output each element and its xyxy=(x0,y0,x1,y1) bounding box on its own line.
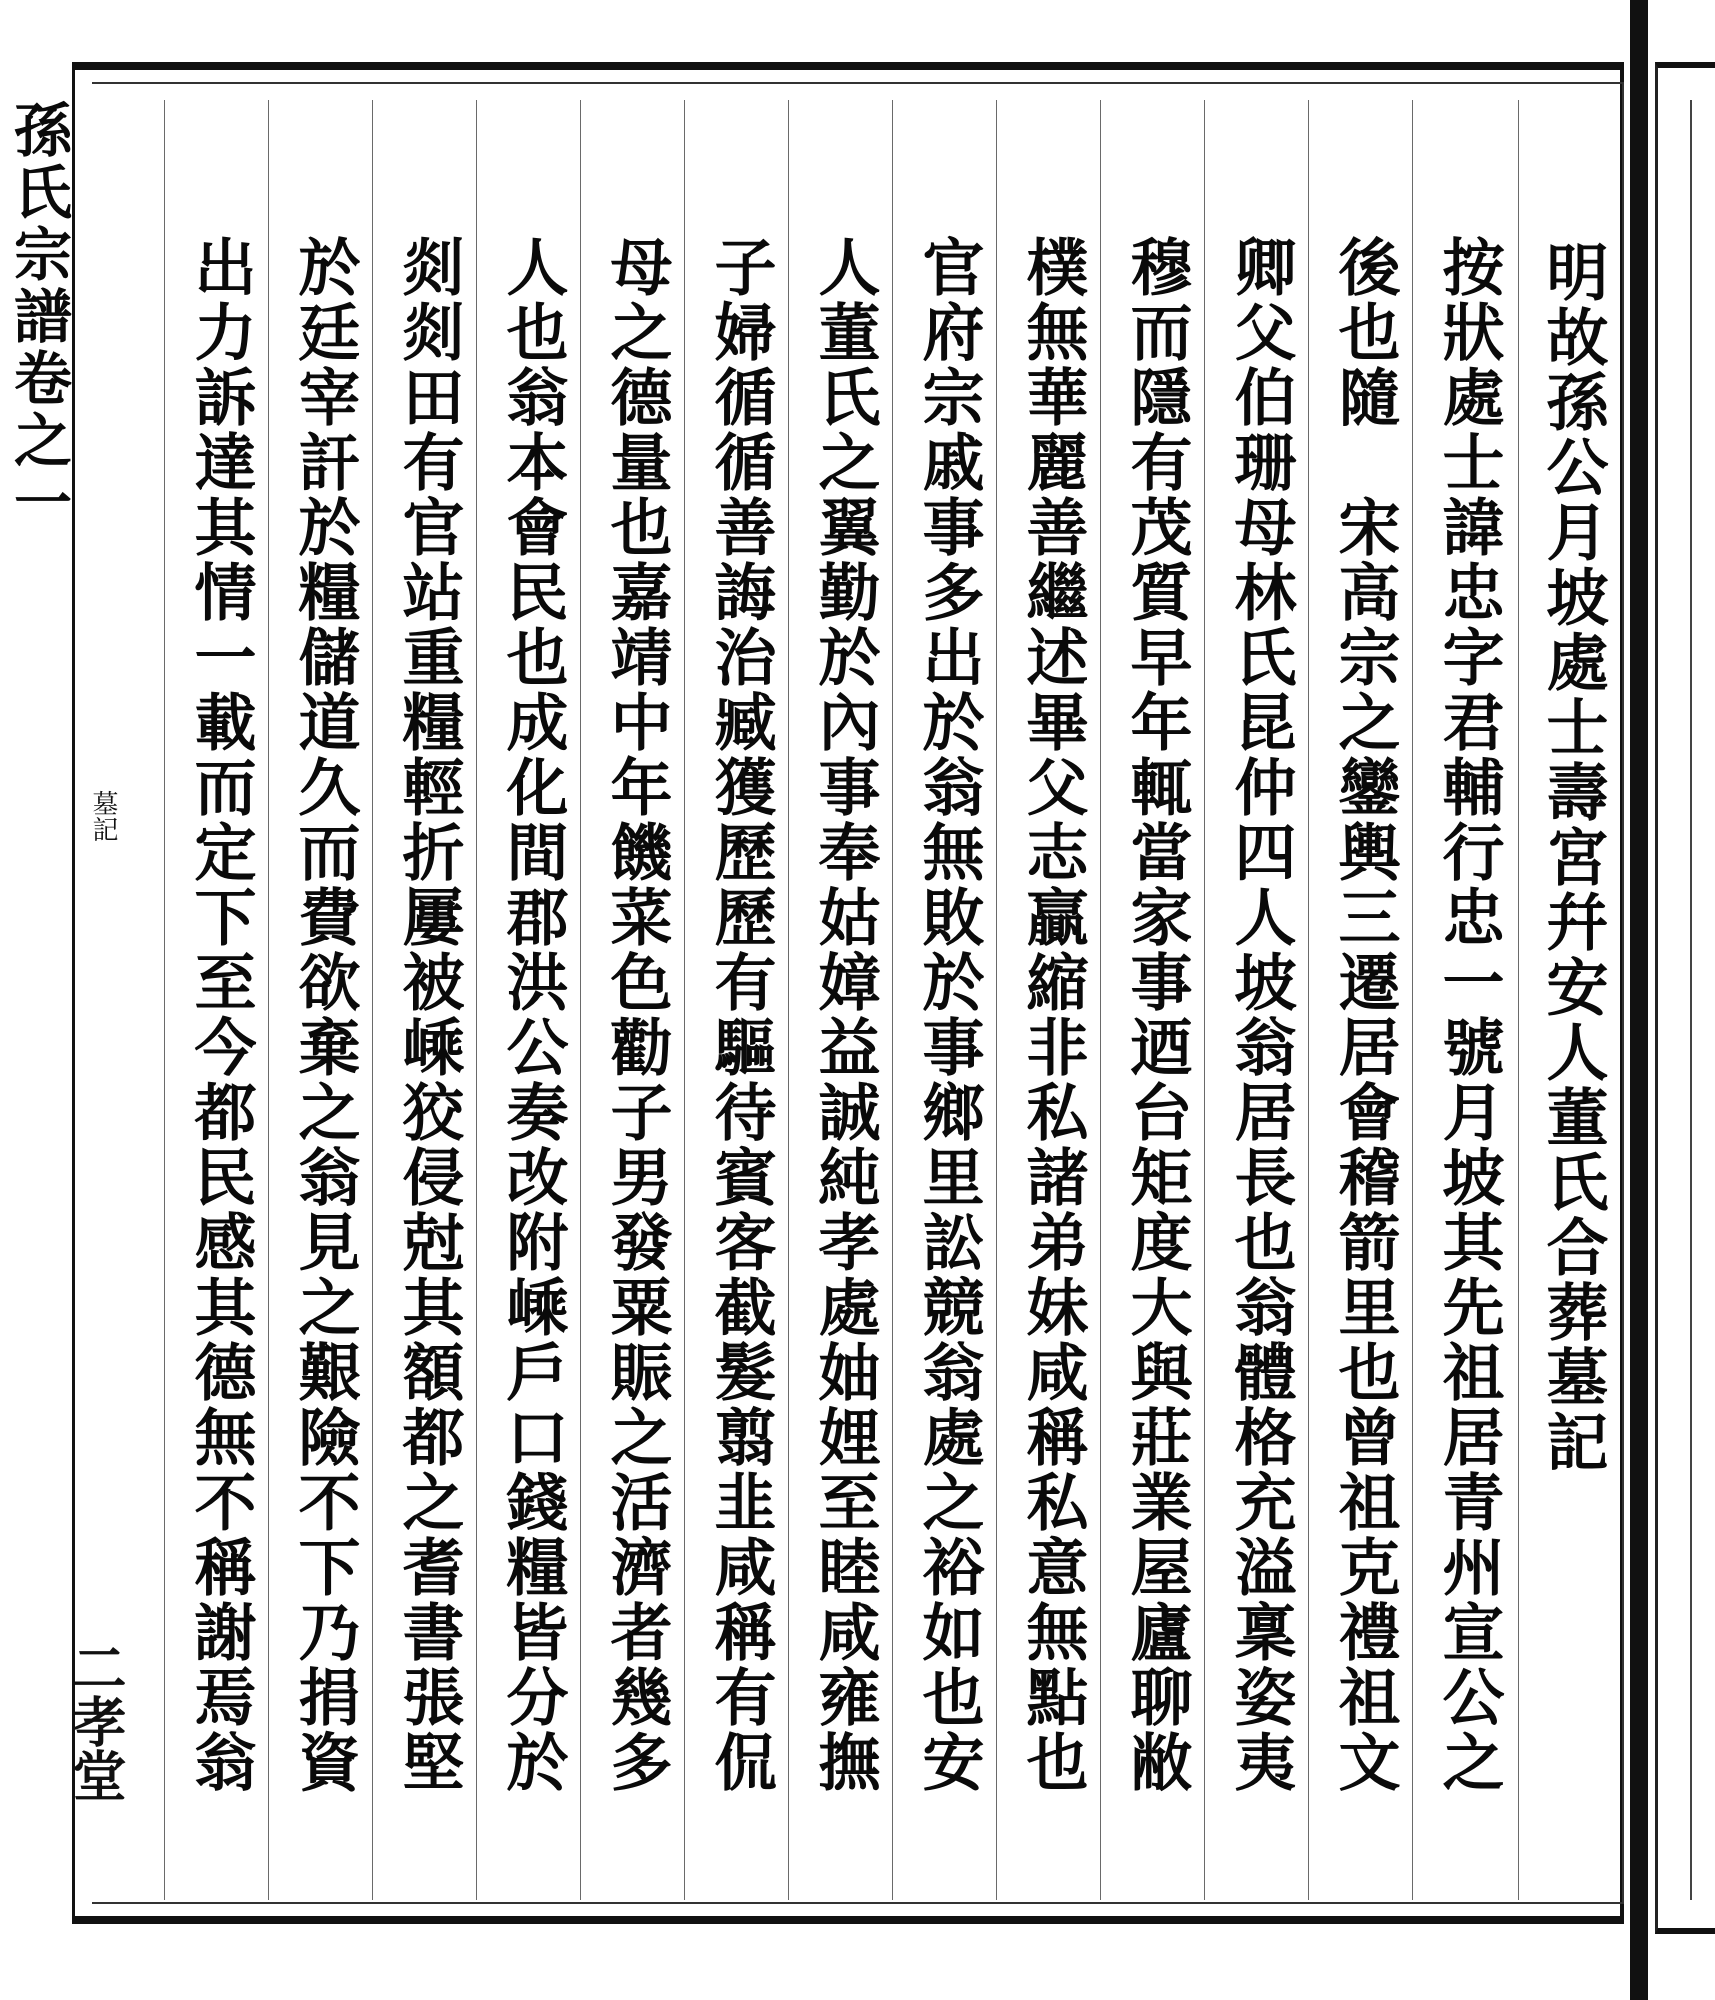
text-column-4: 穆而隱有茂質早年輒當家事迺台矩度大與莊業屋廬聊敝 xyxy=(1120,235,1193,1795)
margin-hall-name: 孝堂 xyxy=(64,1694,128,1802)
column-rule xyxy=(996,100,997,1900)
text-column-6: 官府宗戚事多出於翁無敗於事鄉里訟競翁處之裕如也安 xyxy=(912,235,985,1795)
adjacent-page-inner-rule xyxy=(1690,100,1715,1900)
text-column-13: 出力訴達其情一載而定下至今都民感其德無不稱謝焉翁 xyxy=(184,235,257,1795)
column-rule xyxy=(684,100,685,1900)
column-rule xyxy=(580,100,581,1900)
column-rule xyxy=(372,100,373,1900)
column-rule xyxy=(1308,100,1309,1900)
column-rule xyxy=(1100,100,1101,1900)
text-column-5: 樸無華麗善繼述畢父志贏縮非私諸弟妹咸稱私意無點也 xyxy=(1016,235,1089,1795)
text-column-11: 剡剡田有官站重糧輕折屢被嵊狡侵尅其額都之耆書張堅 xyxy=(392,235,465,1795)
article-title: 明故孫公月坡處士壽宮幷安人董氏合葬墓記 xyxy=(1536,240,1609,1475)
column-rule xyxy=(1204,100,1205,1900)
column-rule xyxy=(788,100,789,1900)
margin-page-number: 二 xyxy=(64,1640,128,1694)
column-rule xyxy=(1518,100,1519,1900)
text-column-2: 後也隨 宋高宗之鑾輿三遷居會稽箭里也曾祖克禮祖文 xyxy=(1328,235,1401,1795)
margin-book-title-text: 孫氏宗譜 xyxy=(4,100,72,348)
margin-volume: 卷之一 xyxy=(4,348,72,534)
margin-book-title xyxy=(4,100,72,534)
text-column-9: 母之德量也嘉靖中年饑菜色勸子男發粟賑之活濟者幾多 xyxy=(600,235,673,1795)
text-column-3: 卿父伯珊母林氏昆仲四人坡翁居長也翁體格充溢稟姿夷 xyxy=(1224,235,1297,1795)
column-rule xyxy=(164,100,165,1900)
margin-section-label: 墓記 xyxy=(88,790,118,842)
column-rule xyxy=(268,100,269,1900)
margin-page-number-block xyxy=(66,1640,126,1802)
column-rule xyxy=(1412,100,1413,1900)
text-column-10: 人也翁本會民也成化間郡洪公奏改附嵊戶口錢糧皆分於 xyxy=(496,235,569,1795)
column-rule xyxy=(892,100,893,1900)
text-column-8: 子婦循循善誨治臧獲歷歷有驅待賓客截髮翦韭咸稱有侃 xyxy=(704,235,777,1795)
book-binding-edge xyxy=(1630,0,1648,2000)
text-column-7: 人董氏之翼勤於內事奉姑嫜益誠純孝處妯娌至睦咸雍撫 xyxy=(808,235,881,1795)
text-column-1: 按狀處士諱忠字君輔行忠一號月坡其先祖居青州宣公之 xyxy=(1432,235,1505,1795)
column-rule xyxy=(476,100,477,1900)
text-column-12: 於廷宰訐於糧儲道久而費欲棄之翁見之艱險不下乃捐資 xyxy=(288,235,361,1795)
